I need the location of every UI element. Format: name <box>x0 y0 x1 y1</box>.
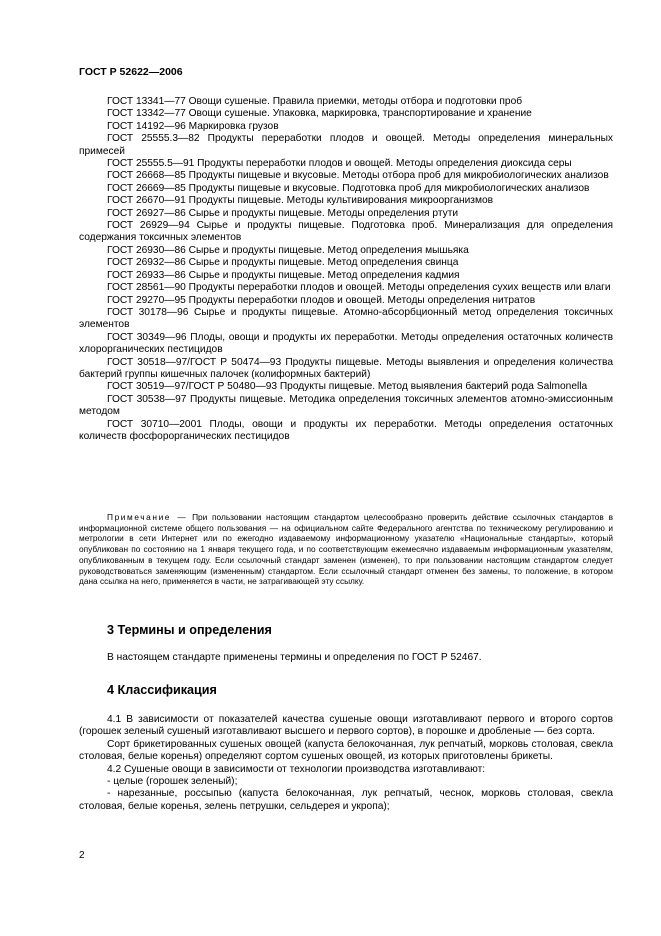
reference-item: ГОСТ 30178—96 Сырье и продукты пищевые. Атомно-абсорбционный метод определения токсичных элементов <box>79 306 613 331</box>
reference-item: ГОСТ 26933—86 Сырье и продукты пищевые. Метод определения кадмия <box>107 269 460 281</box>
reference-item: ГОСТ 26668—85 Продукты пищевые и вкусовые. Методы отбора проб для микробиологических анализов <box>107 170 609 182</box>
page-number: 2 <box>79 850 85 861</box>
note-block <box>79 512 613 587</box>
section-4-paragraph: Сорт брикетированных сушеных овощей (капуста белокочанная, лук репчатый, морковь столовая, свекла столовая, белые коренья) определяют сортом сушеных овощей, из которых приготовлены брикеты. <box>79 738 613 763</box>
section-3-text: В настоящем стандарте применены термины и определения по ГОСТ Р 52467. <box>107 652 482 663</box>
reference-item: ГОСТ 26930—86 Сырье и продукты пищевые. Метод определения мышьяка <box>107 244 469 256</box>
section-4-paragraph: - нарезанные, россыпью (капуста белокочанная, лук репчатый, чеснок, морковь столовая, свекла столовая, белые коренья, зелень петрушки, сельдерея и укропа); <box>79 788 613 812</box>
reference-item: ГОСТ 14192—96 Маркировка грузов <box>107 120 279 132</box>
reference-item: ГОСТ 25555.3—82 Продукты переработки плодов и овощей. Методы определения минеральных примесей <box>79 133 613 157</box>
section-4-paragraph: 4.2 Сушеные овощи в зависимости от технологии производства изготавливают: <box>107 763 486 775</box>
reference-item: ГОСТ 13341—77 Овощи сушеные. Правила приемки, методы отбора и подготовки проб <box>107 96 523 107</box>
reference-item: ГОСТ 26927—86 Сырье и продукты пищевые. Методы определения ртути <box>107 207 459 219</box>
reference-item: ГОСТ 28561—90 Продукты переработки плодов и овощей. Методы определения сухих веществ или влаги <box>107 282 611 294</box>
reference-item: ГОСТ 30518—97/ГОСТ Р 50474—93 Продукты пищевые. Методы выявления и определения количества бактерий группы кишечных палочек (колиформных бактерий) <box>79 356 613 380</box>
reference-item: ГОСТ 29270—95 Продукты переработки плодов и овощей. Методы определения нитратов <box>107 294 536 306</box>
reference-item: ГОСТ 26670—91 Продукты пищевые. Методы культивирования микроорганизмов <box>107 195 494 207</box>
section-4-body <box>79 714 613 813</box>
reference-item: ГОСТ 25555.5—91 Продукты переработки плодов и овощей. Методы определения диоксида серы <box>107 158 572 170</box>
section-4-heading: 4 Классификация <box>107 683 217 697</box>
reference-item: ГОСТ 30710—2001 Плоды, овощи и продукты их переработки. Методы определения остаточных количеств фосфорорганических пестицидов <box>79 418 613 442</box>
section-3-body <box>79 652 613 664</box>
section-4-paragraph: - целые (горошек зеленый); <box>107 776 238 788</box>
note-label: Примечание — <box>107 512 188 522</box>
reference-item: ГОСТ 30519—97/ГОСТ Р 50480—93 Продукты пищевые. Метод выявления бактерий рода Salmonella <box>107 381 588 393</box>
note-text: При пользовании настоящим стандартом целесообразно проверить действие ссылочных стандартов в информационной системе общего пользования — на официальном сайте Федерального агентства по техническому регулированию и метрологии в сети Интернет или по ежегодно издаваемому информационному указателю «Национальные стандарты», который опубликован по состоянию на 1 января текущего года, и по соответствующим ежемесячно издаваемым информационным указателям, опубликованным в текущем году. Если ссылочный стандарт заменен (изменен), то при пользовании настоящим стандартом следует руководствоваться заменяющим (измененным) стандартом. Если ссылочный стандарт отменен без замены, то положение, в котором дана ссылка на него, применяется в части, не затрагивающей эту ссылку. <box>79 512 613 587</box>
section-4-paragraph: 4.1 В зависимости от показателей качества сушеные овощи изготавливают первого и второго сортов (горошек зеленый сушеный изготавливают высшего и первого сортов), в порошке и дробленые — без сорта. <box>79 714 613 738</box>
reference-item: ГОСТ 30538—97 Продукты пищевые. Методика определения токсичных элементов атомно-эмиссионным методом <box>79 393 613 418</box>
running-header: ГОСТ Р 52622—2006 <box>79 66 183 78</box>
reference-item: ГОСТ 30349—96 Плоды, овощи и продукты их переработки. Методы определения остаточных количеств хлорорганических пестицидов <box>79 331 613 356</box>
reference-list <box>79 96 613 443</box>
reference-item: ГОСТ 26669—85 Продукты пищевые и вкусовые. Подготовка проб для микробиологических анализов <box>107 182 590 194</box>
reference-item: ГОСТ 13342—77 Овощи сушеные. Упаковка, маркировка, транспортирование и хранение <box>107 108 532 120</box>
section-3-heading: 3 Термины и определения <box>107 623 272 637</box>
reference-item: ГОСТ 26932—86 Сырье и продукты пищевые. Метод определения свинца <box>107 257 459 269</box>
note-paragraph <box>79 512 613 587</box>
reference-item: ГОСТ 26929—94 Сырье и продукты пищевые. Подготовка проб. Минерализация для определения содержания токсичных элементов <box>79 220 613 244</box>
